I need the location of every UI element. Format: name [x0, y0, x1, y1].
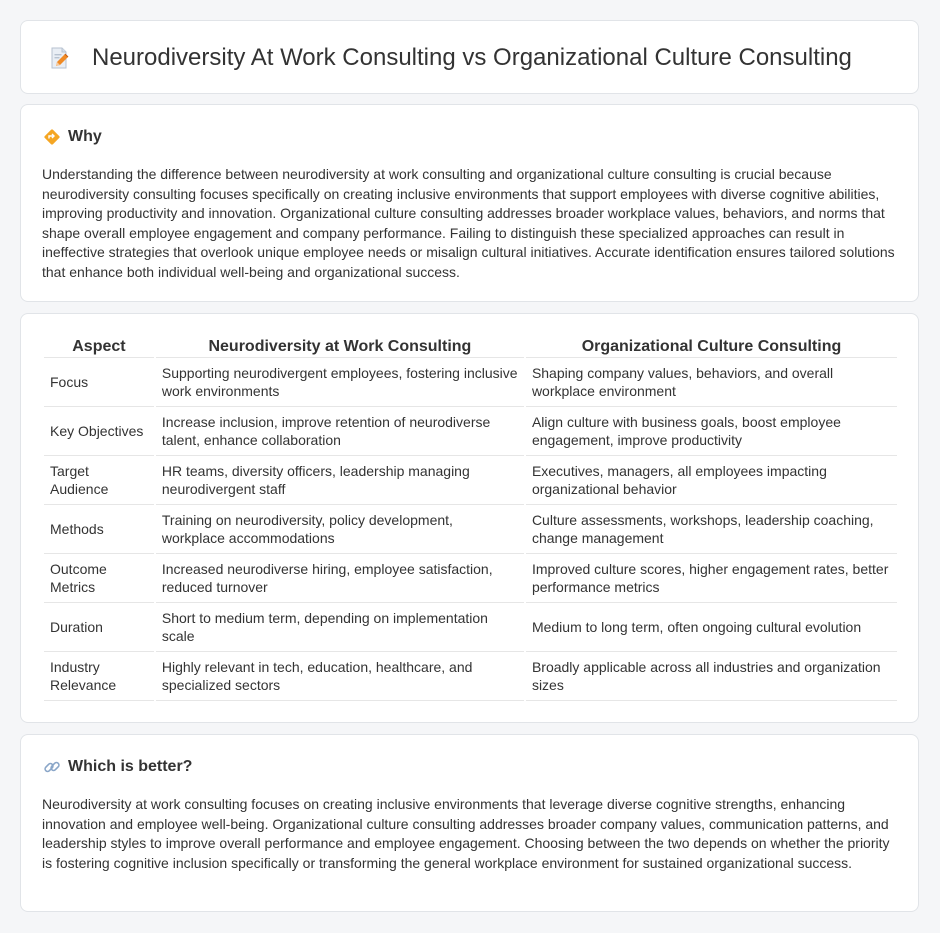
row-aspect: Outcome Metrics [44, 554, 154, 603]
table-row [44, 554, 897, 603]
row-organizational-culture: Executives, managers, all employees impacting organizational behavior [526, 456, 897, 505]
row-neurodiversity: Training on neurodiversity, policy development, workplace accommodations [156, 505, 524, 554]
table-row [44, 456, 897, 505]
header-organizational-culture: Organizational Culture Consulting [526, 334, 897, 358]
which-is-better-section [20, 734, 919, 912]
document-edit-icon [47, 46, 71, 70]
row-aspect: Duration [44, 603, 154, 652]
row-neurodiversity: Increase inclusion, improve retention of neurodiverse talent, enhance collaboration [156, 407, 524, 456]
why-heading: Why [68, 128, 102, 145]
better-heading-row [43, 757, 192, 777]
why-section [20, 104, 919, 302]
comparison-section [20, 313, 919, 723]
row-organizational-culture: Shaping company values, behaviors, and overall workplace environment [526, 358, 897, 407]
comparison-table [42, 334, 899, 701]
row-aspect: Focus [44, 358, 154, 407]
table-row [44, 603, 897, 652]
row-aspect: Industry Relevance [44, 652, 154, 701]
row-aspect: Methods [44, 505, 154, 554]
row-neurodiversity: Short to medium term, depending on implementation scale [156, 603, 524, 652]
title-card [20, 20, 919, 94]
row-aspect: Key Objectives [44, 407, 154, 456]
link-icon [43, 758, 61, 776]
row-neurodiversity: HR teams, diversity officers, leadership managing neurodivergent staff [156, 456, 524, 505]
row-neurodiversity: Increased neurodiverse hiring, employee satisfaction, reduced turnover [156, 554, 524, 603]
why-text: Understanding the difference between neurodiversity at work consulting and organizational culture consulting is crucial because neurodiversity consulting focuses specifically on creating inclusive environments that support employees with diverse cognitive abilities, improving productivity and innovation. Organizational culture consulting addresses broader workplace values, behaviors, and norms that shape overall employee engagement and company performance. Failing to distinguish these specialized approaches can result in ineffective strategies that overlook unique employee needs or misalign cultural initiatives. Accurate identification ensures tailored solutions that enhance both individual well-being and organizational success. [42, 166, 895, 280]
row-organizational-culture: Medium to long term, often ongoing cultural evolution [526, 603, 897, 652]
better-text: Neurodiversity at work consulting focuses on creating inclusive environments that leverage diverse cognitive strengths, enhancing innovation and employee well-being. Organizational culture consulting addresses broader company values, communication patterns, and leadership styles to improve overall performance and employee engagement. Choosing between the two depends on whether the priority is fostering cognitive inclusion specifically or transforming the general workplace environment for sustained organizational success. [42, 796, 890, 871]
table-row [44, 505, 897, 554]
table-row [44, 358, 897, 407]
table-header-row [44, 334, 897, 358]
row-organizational-culture: Culture assessments, workshops, leadership coaching, change management [526, 505, 897, 554]
header-neurodiversity: Neurodiversity at Work Consulting [156, 334, 524, 358]
diamond-direction-icon [43, 128, 61, 146]
row-organizational-culture: Broadly applicable across all industries and organization sizes [526, 652, 897, 701]
table-row [44, 407, 897, 456]
row-organizational-culture: Improved culture scores, higher engagement rates, better performance metrics [526, 554, 897, 603]
page-title: Neurodiversity At Work Consulting vs Organizational Culture Consulting [92, 44, 852, 71]
row-neurodiversity: Supporting neurodivergent employees, fostering inclusive work environments [156, 358, 524, 407]
better-heading: Which is better? [68, 758, 193, 775]
row-aspect: Target Audience [44, 456, 154, 505]
row-organizational-culture: Align culture with business goals, boost employee engagement, improve productivity [526, 407, 897, 456]
why-heading-row [43, 127, 102, 147]
header-aspect: Aspect [44, 334, 154, 358]
table-row [44, 652, 897, 701]
row-neurodiversity: Highly relevant in tech, education, healthcare, and specialized sectors [156, 652, 524, 701]
